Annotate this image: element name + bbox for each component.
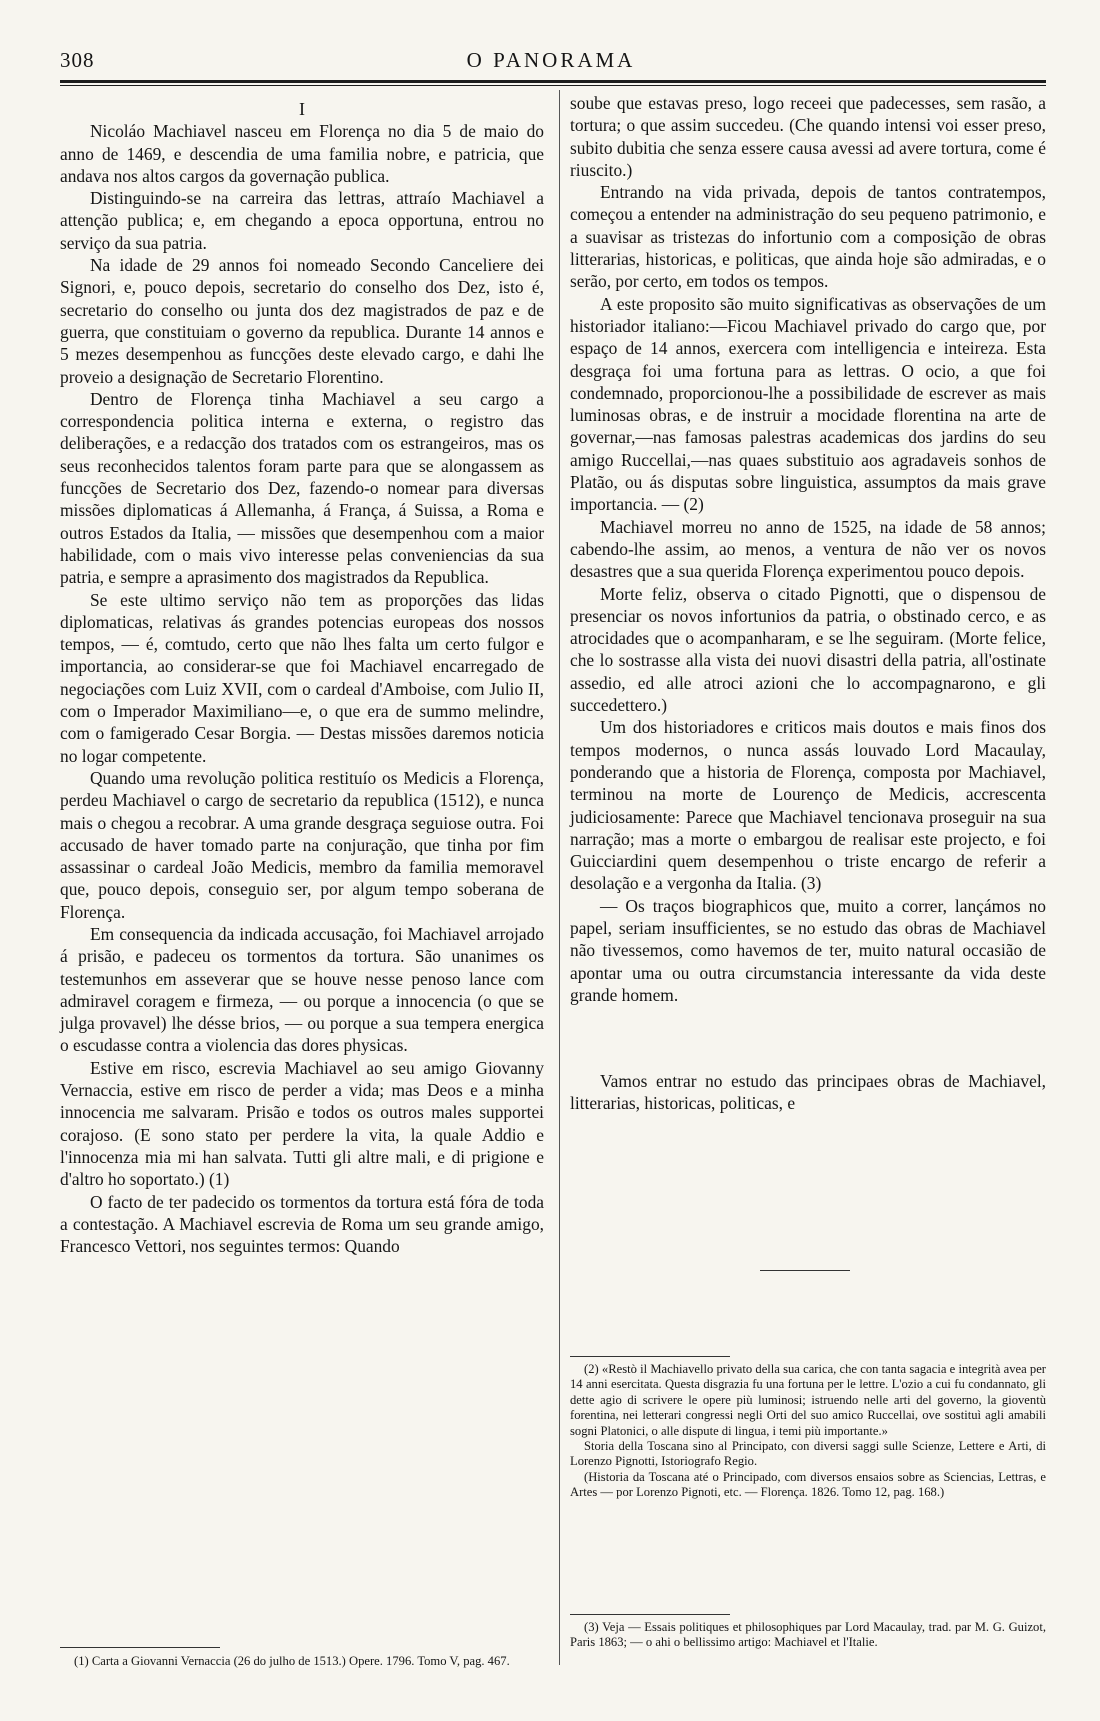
paragraph: O facto de ter padecido os tormentos da tortura está fóra de toda a contestação. A Machiavel escrevia de Roma um seu grande amigo, Francesco Vettori, nos seguintes termos: Quando <box>60 1191 544 1257</box>
footnote-text: Storia della Toscana sino al Principato, con diversi saggi sulle Scienze, Lettere e Arti, di Lorenzo Pignotti, Istoriografo Regio. <box>570 1439 1046 1469</box>
left-column <box>60 92 544 1257</box>
paragraph: Entrando na vida privada, depois de tantos contratempos, começou a entender na administração do seu pequeno patrimonio, e a suavisar as tristezas do infortunio com a composição de obras litterarias, historicas, e politicas, que ainda hoje são admiradas, e o serão, por certo, em todos os tempos. <box>570 182 1046 292</box>
footnote-separator <box>60 1647 220 1648</box>
section-number: I <box>299 99 305 119</box>
paragraph: Machiavel morreu no anno de 1525, na idade de 58 annos; cabendo-lhe assim, ao menos, a ventura de não ver os novos desastres que a sua querida Florença experimentou pouco depois. <box>570 516 1046 582</box>
paragraph: — Os traços biographicos que, muito a correr, lançámos no papel, seriam insufficientes, se no estudo das obras de Machiavel não tivessemos, como havemos de ter, muito natural occasião de apontar uma ou outra circumstancia interessante da vida deste grande homem. <box>570 895 1046 1005</box>
paragraph: Distinguindo-se na carreira das lettras, attraío Machiavel a attenção publica; e, em chegando a epoca opportuna, entrou no serviço da sua patria. <box>60 188 544 253</box>
section-divider <box>760 1270 850 1271</box>
paragraph: Quando uma revolução politica restituío os Medicis a Florença, perdeu Machiavel o cargo de secretario da republica (1512), e nunca mais o chegou a recobrar. A uma grande desgraça seguiose outra. Foi accusado de haver tomado parte na conjuração, que tinha por fim assassinar o cardeal João Medicis, membro da familia memoravel que, pouco depois, conseguio ser, por algum tempo soberana de Florença. <box>60 767 544 922</box>
footnote-text: (Historia da Toscana até o Principado, com diversos ensaios sobre as Sciencias, Lettras, e Artes — por Lorenzo Pignoti, etc. — Florença. 1826. Tomo 12, pag. 168.) <box>570 1469 1046 1500</box>
paragraph: Morte feliz, observa o citado Pignotti, que o dispensou de presenciar os novos infortunios da patria, o obstinado cerco, e as atrocidades que o acompanharam, e se lhe seguiram. (Morte felice, che lo sostrasse alla vista dei nuovi disastri della patria, all'ostinate assedio, ed alle atroci azioni che lo accompagnarono, e gli succedettero.) <box>570 583 1046 716</box>
paragraph: Dentro de Florença tinha Machiavel a seu cargo a correspondencia politica interna e externa, o registro das deliberações, e a redacção dos tratados com os estrangeiros, mas os seus reconhecidos talentos foram parte para que se alongassem as funcções de Secretario dos Dez, fazendo-o nomear para diversas missões diplomaticas á Allemanha, á França, á Suissa, a Roma e outros Estados da Italia, — missões que desempenhou com a maior habilidade, com o mais vivo interesse pelas conveniencias da sua patria, e sempre a aprasimento dos magistrados da Republica. <box>60 388 544 588</box>
paragraph: A este proposito são muito significativas as observações de um historiador italiano:—Ficou Machiavel privado do cargo que, por espaço de 14 annos, exercera com intelligencia e inteireza. Esta desgraça foi uma fortuna para as lettras. O ocio, a que foi condemnado, proporcionou-lhe a possibilidade de escrever as mais luminosas obras, e de instruir a mocidade florentina na arte de governar,—nas famosas palestras academicas dos jardins do seu amigo Ruccellai,—nas quaes substituio aos agradaveis sonhos de Platão, ou ás disputas sobre linguistica, assumptos da mais grave importancia. — (2) <box>570 293 1046 515</box>
paragraph: Se este ultimo serviço não tem as proporções das lidas diplomaticas, relativas ás grandes potencias europeas dos nossos tempos, — é, comtudo, certo que não lhes falta um certo fulgor e importancia, ao considerar-se que foi Machiavel encarregado de negociações com Luiz XVII, com o cardeal d'Amboise, com Julio II, com o Imperador Maximiliano—e, o que era de summo melindre, com o famigerado Cesar Borgia. — Destas missões daremos noticia no logar competente. <box>60 589 544 766</box>
paragraph: Nicoláo Machiavel nasceu em Florença no dia 5 de maio do anno de 1469, e descendia de uma familia nobre, e patricia, que andava nos altos cargos da governação publica. <box>60 121 544 186</box>
footnote-text: (2) «Restò il Machiavello privato della sua carica, che con tanta sagacia e integrità avea per 14 anni esercitata. Questa disgrazia fu una fortuna per le lettre. L'ozio a cui fu condannato, gli dette agio di scrivere le opere più luminosi; istruendo nelle arti del governo, la gioventù forentina, nei letterari congressi negli Orti del suo amico Ruccellai, ove sostituì agli amabili sogni Platonici, o alle dispute di lingua, i temi più importante.» <box>570 1362 1046 1438</box>
footnote-text: (3) Veja — Essais politiques et philosophiques par Lord Macaulay, trad. par M. G. Guizot, Paris 1863; — o ahi o bellissimo artigo: Machiavel et l'Italie. <box>570 1620 1046 1650</box>
column-divider <box>559 90 560 1665</box>
paragraph: soube que estavas preso, logo receei que padecesses, sem rasão, a tortura; o que assim succedeu. (Che quando intensi voi esser preso, subito dubitia che senza essere causa avessi ad avere tortura, come é riuscito.) <box>570 93 1046 180</box>
footnote-separator <box>570 1356 730 1357</box>
footnote-1 <box>60 1654 544 1669</box>
footnote-3 <box>570 1620 1046 1651</box>
footnote-separator <box>570 1614 730 1615</box>
page-header <box>60 48 1042 80</box>
page-number: 308 <box>60 48 95 72</box>
right-column <box>570 92 1046 1115</box>
paragraph: Estive em risco, escrevia Machiavel ao seu amigo Giovanny Vernaccia, estive em risco de perder a vida; mas Deos e a minha innocencia me salvaram. Prisão e todos os outros males supportei corajoso. (E sono stato per perdere la vita, la quale Addio e l'innocenza mia mi han salvata. Tutti gli altre mali, e di prigione e d'altro ho soportato.) (1) <box>60 1057 544 1190</box>
footnote-2 <box>570 1362 1046 1501</box>
header-rule-thick <box>60 80 1046 83</box>
running-title: O PANORAMA <box>466 48 636 72</box>
paragraph: Vamos entrar no estudo das principaes obras de Machiavel, litterarias, historicas, politicas, e <box>570 1071 1046 1114</box>
header-rule-thin <box>60 85 1046 86</box>
paragraph: Na idade de 29 annos foi nomeado Secondo Canceliere dei Signori, e, pouco depois, secretario do conselho dos Dez, isto é, secretario do conselho ou junta dos dez magistrados de paz e de guerra, que constituiam o governo da republica. Durante 14 annos e 5 mezes desempenhou as funcções deste elevado cargo, e dahi lhe proveio a designação de Secretario Florentino. <box>60 255 544 387</box>
paragraph: Um dos historiadores e criticos mais doutos e mais finos dos tempos modernos, o nunca assás louvado Lord Macaulay, ponderando que a historia de Florença, composta por Machiavel, terminou na morte de Lourenço de Medicis, accrescenta judiciosamente: Parece que Machiavel tencionava proseguir na sua narração; mas a morte o embargou de realisar este projecto, e foi Guicciardini quem desempenhou o triste encargo de referir a desolação e a vergonha da Italia. (3) <box>570 717 1046 894</box>
footnote-text: (1) Carta a Giovanni Vernaccia (26 do julho de 1513.) Opere. 1796. Tomo V, pag. 467. <box>74 1654 510 1668</box>
paragraph: Em consequencia da indicada accusação, foi Machiavel arrojado á prisão, e padeceu os tormentos da tortura. São unanimes os testemunhos em asseverar que se houve nesse penoso lance com admiravel coragem e firmeza, — ou porque a innocencia (o que se julga provavel) lhe désse brios, — ou porque a sua tempera energica o escudasse contra a violencia das dores physicas. <box>60 923 544 1056</box>
